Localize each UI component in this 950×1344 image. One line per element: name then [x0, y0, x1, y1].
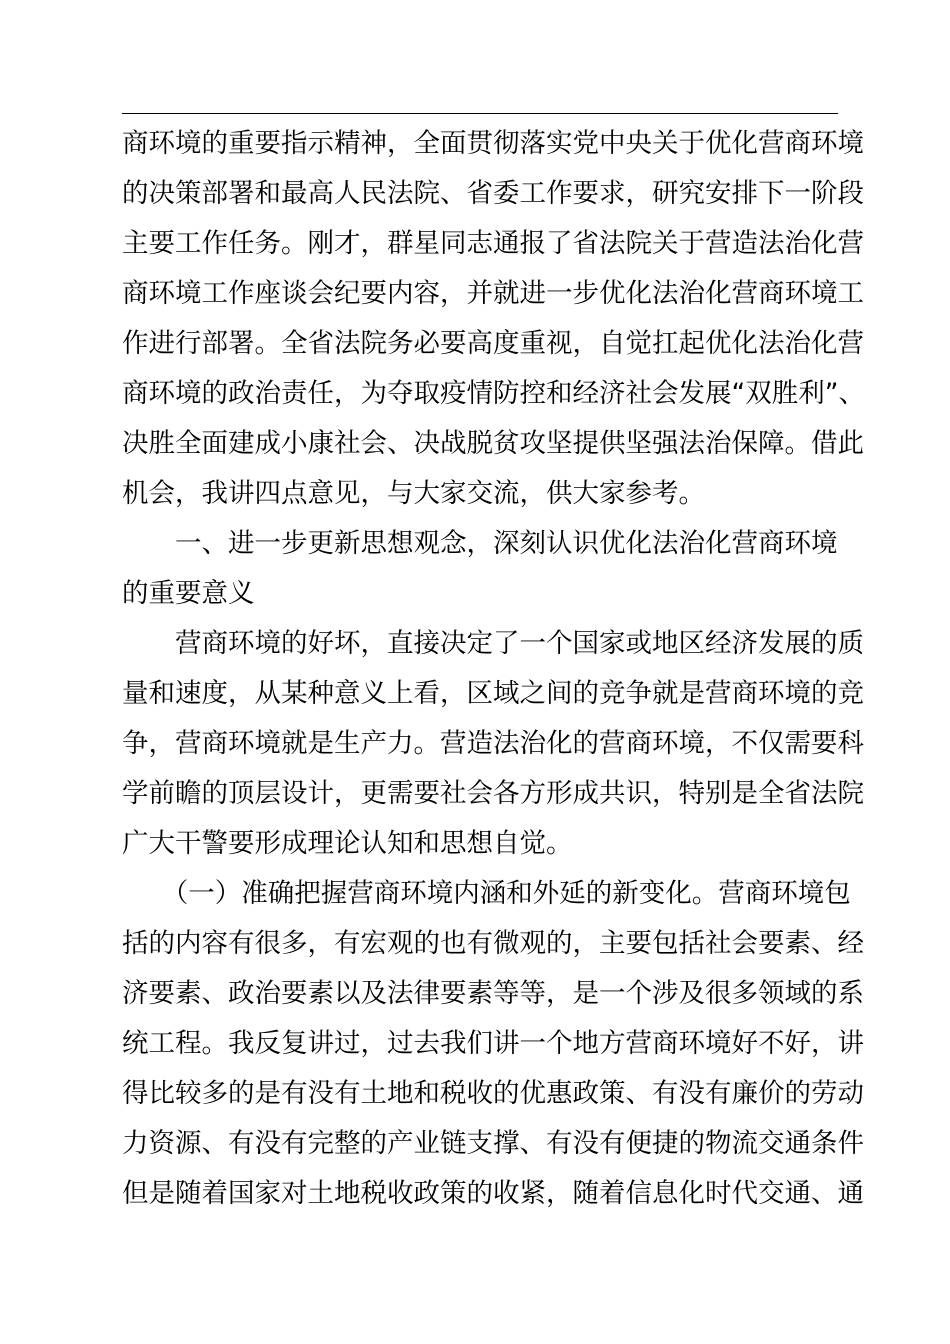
text-line-1: 商环境的重要指示精神，全面贯彻落实党中央关于优化营商环境 — [122, 128, 864, 159]
section-heading-line-1: 一、进一步更新思想观念，深刻认识优化法治化营商环境 — [122, 528, 838, 559]
text-line-6: 商环境的政治责任，为夺取疫情防控和经济社会发展“双胜利”、 — [122, 378, 865, 409]
text-line-19: 统工程。我反复讲过，过去我们讲一个地方营商环境好不好，讲 — [122, 1028, 864, 1059]
text-line-3: 主要工作任务。刚才，群星同志通报了省法院关于营造法治化营 — [122, 228, 864, 259]
header-rule — [122, 113, 838, 114]
text-line-14: 学前瞻的顶层设计，更需要社会各方形成共识，特别是全省法院 — [122, 778, 864, 809]
text-line-20: 得比较多的是有没有土地和税收的优惠政策、有没有廉价的劳动 — [122, 1078, 864, 1109]
text-line-12: 量和速度，从某种意义上看，区域之间的竞争就是营商环境的竞 — [122, 678, 864, 709]
text-line-2: 的决策部署和最高人民法院、省委工作要求，研究安排下一阶段 — [122, 178, 864, 209]
text-line-17: 括的内容有很多，有宏观的也有微观的，主要包括社会要素、经 — [122, 928, 864, 959]
text-line-21: 力资源、有没有完整的产业链支撑、有没有便捷的物流交通条件 — [122, 1128, 864, 1159]
text-line-13: 争，营商环境就是生产力。营造法治化的营商环境，不仅需要科 — [122, 728, 864, 759]
section-heading-line-2: 的重要意义 — [122, 578, 255, 609]
text-line-18: 济要素、政治要素以及法律要素等等，是一个涉及很多领域的系 — [122, 978, 864, 1009]
text-line-4: 商环境工作座谈会纪要内容，并就进一步优化法治化营商环境工 — [122, 278, 864, 309]
text-line-15: 广大干警要形成理论认知和思想自觉。 — [122, 828, 573, 859]
text-line-5: 作进行部署。全省法院务必要高度重视，自觉扛起优化法治化营 — [122, 328, 864, 359]
text-line-22: 但是随着国家对土地税收政策的收紧，随着信息化时代交通、通 — [122, 1178, 864, 1209]
subsection-heading-line: （一）准确把握营商环境内涵和外延的新变化。营商环境包 — [122, 878, 851, 909]
text-line-11: 营商环境的好坏，直接决定了一个国家或地区经济发展的质 — [122, 628, 864, 659]
text-line-7: 决胜全面建成小康社会、决战脱贫攻坚提供坚强法治保障。借此 — [122, 428, 864, 459]
text-line-8: 机会，我讲四点意见，与大家交流，供大家参考。 — [122, 478, 705, 509]
